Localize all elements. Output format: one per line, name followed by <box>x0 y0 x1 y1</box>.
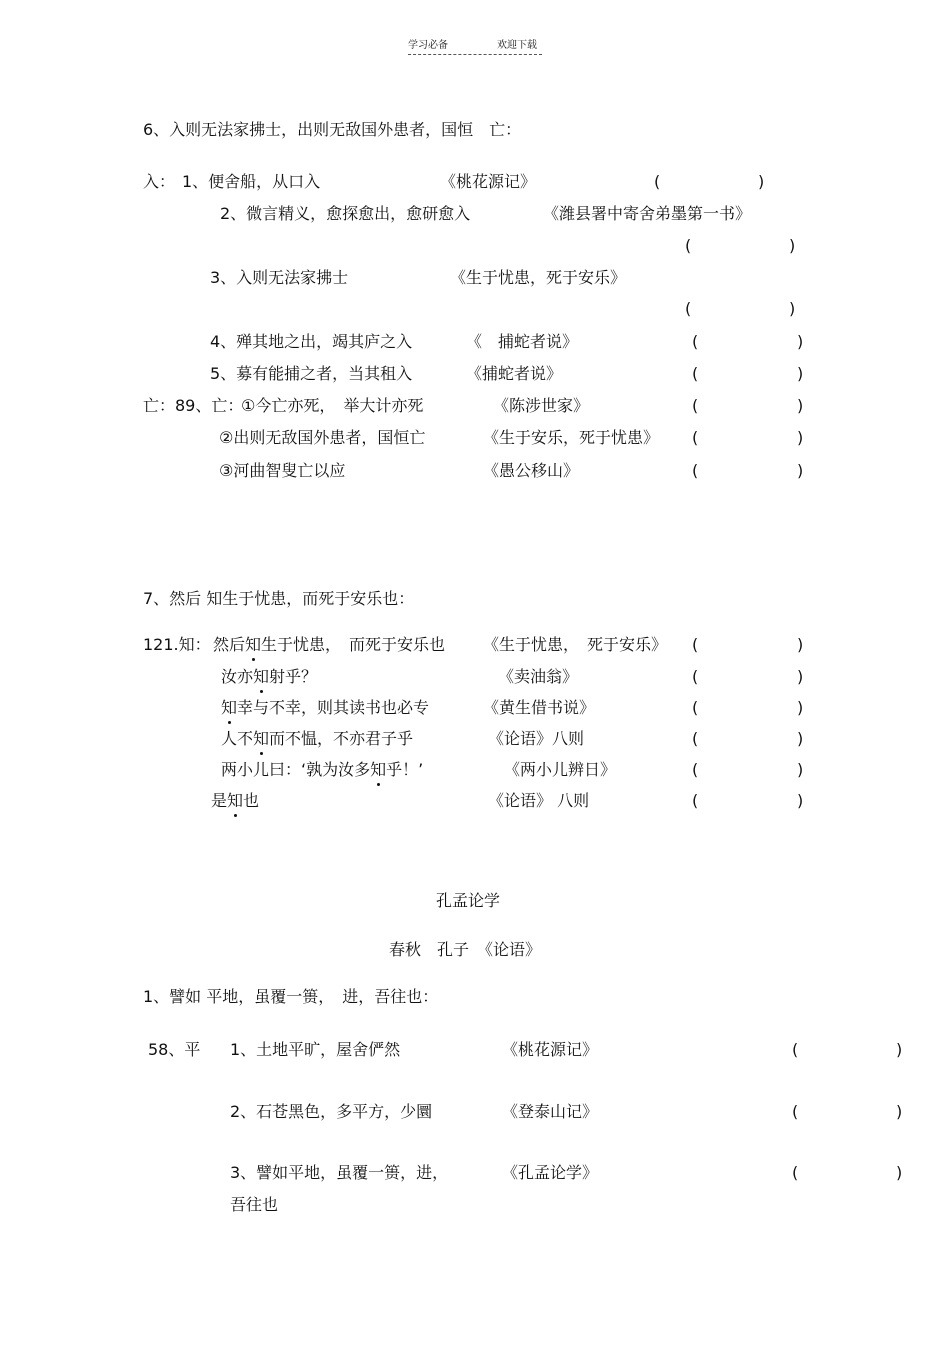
section-6-title: 6、入则无法家拂士，出则无敌国外患者，国恒 亡： <box>143 120 522 139</box>
ru-item-4-text: 4、殚其地之出，竭其庐之入 <box>210 332 413 351</box>
ping-row-3-paren-open: ( <box>792 1163 799 1182</box>
zhi-row-4-key: 知 <box>253 729 270 748</box>
wang-item-3-paren-close: ) <box>797 461 804 480</box>
ru-item-2-paren-close: ) <box>789 236 796 255</box>
zhi-row-3-key: 知 <box>221 698 238 717</box>
header-left: 学习必备 <box>408 40 448 51</box>
wang-item-3-paren-open: ( <box>692 461 699 480</box>
ru-item-5-paren-close: ) <box>797 364 804 383</box>
zhi-row-4-paren-close: ) <box>797 729 804 748</box>
ping-row-1-text: 1、土地平旷，屋舍俨然 <box>230 1040 401 1059</box>
ru-item-5-paren-open: ( <box>692 364 699 383</box>
ru-label: 入： <box>143 172 176 191</box>
wang-item-3-text: ③河曲智叟亡以应 <box>219 461 346 480</box>
wang-item-2-paren-open: ( <box>692 428 699 447</box>
wang-item-1-source: 《陈涉世家》 <box>493 396 590 415</box>
ping-row-3-paren-close: ) <box>896 1163 903 1182</box>
zhi-row-5-pre: 两小儿曰：‘孰为汝多 <box>221 760 371 779</box>
ru-item-3-text: 3、入则无法家拂士 <box>210 268 349 287</box>
ping-row-2-paren-open: ( <box>792 1102 799 1121</box>
ru-item-4-paren-open: ( <box>692 332 699 351</box>
ping-row-1-source: 《桃花源记》 <box>502 1040 599 1059</box>
wang-item-2-source: 《生于安乐，死于忧患》 <box>483 428 660 447</box>
wang-item-2-paren-close: ) <box>797 428 804 447</box>
zhi-label: 121.知： <box>143 635 211 654</box>
ping-row-1-paren-close: ) <box>896 1040 903 1059</box>
zhi-row-6-source: 《论语》 八则 <box>488 791 590 810</box>
kong-title: 孔孟论学 <box>436 891 501 910</box>
zhi-row-6-key: 知 <box>227 791 244 810</box>
zhi-row-3-source: 《黄生借书说》 <box>483 698 596 717</box>
zhi-row-4-text <box>221 729 413 749</box>
zhi-row-1-post: 生于忧患， 而死于安乐也 <box>261 635 446 654</box>
ping-row-1-paren-open: ( <box>792 1040 799 1059</box>
zhi-row-4-source: 《论语》八则 <box>488 729 585 748</box>
zhi-row-5-text <box>221 760 423 780</box>
zhi-row-1-key: 知 <box>245 635 262 654</box>
zhi-row-1-paren-close: ) <box>797 635 804 654</box>
ru-item-4-paren-close: ) <box>797 332 804 351</box>
zhi-row-6-post: 也 <box>243 791 260 810</box>
zhi-row-5-paren-close: ) <box>797 760 804 779</box>
zhi-row-2-post: 射乎？ <box>269 667 318 686</box>
ru-item-3-source: 《生于忧患，死于安乐》 <box>450 268 627 287</box>
ping-row-2-source: 《登泰山记》 <box>502 1102 599 1121</box>
zhi-row-2-text <box>221 667 317 687</box>
zhi-row-3-paren-close: ) <box>797 698 804 717</box>
wang-item-3-source: 《愚公移山》 <box>483 461 580 480</box>
zhi-row-3-paren-open: ( <box>692 698 699 717</box>
zhi-row-6-paren-open: ( <box>692 791 699 810</box>
ru-item-1-paren-close: ) <box>758 172 765 191</box>
section-7-title: 7、然后 知生于忧患，而死于安乐也： <box>143 589 415 608</box>
zhi-row-1-pre: 然后 <box>213 635 246 654</box>
ping-row-3-continuation: 吾往也 <box>230 1195 279 1214</box>
ru-item-2-text: 2、微言精义，愈探愈出，愈研愈入 <box>220 204 471 223</box>
ping-row-3-source: 《孔孟论学》 <box>502 1163 599 1182</box>
header-right: 欢迎下载 <box>497 40 537 51</box>
zhi-row-5-source: 《两小儿辨日》 <box>504 760 617 779</box>
zhi-row-1-text <box>213 635 445 655</box>
ru-item-3-paren-close: ) <box>789 299 796 318</box>
zhi-row-3-text <box>221 698 429 718</box>
zhi-row-5-post: 乎！’ <box>386 760 424 779</box>
kong-question-1: 1、譬如 平地，虽覆一篑， 进，吾往也： <box>143 987 439 1006</box>
zhi-row-6-text <box>211 791 259 811</box>
zhi-row-5-key: 知 <box>370 760 387 779</box>
zhi-row-5-paren-open: ( <box>692 760 699 779</box>
ru-item-5-text: 5、募有能捕之者，当其租入 <box>210 364 413 383</box>
wang-item-1-paren-open: ( <box>692 396 699 415</box>
ru-item-1-paren-open: ( <box>654 172 661 191</box>
zhi-row-2-paren-open: ( <box>692 667 699 686</box>
zhi-row-4-post: 而不愠，不亦君子乎 <box>269 729 414 748</box>
ru-item-5-source: 《捕蛇者说》 <box>466 364 563 383</box>
zhi-row-2-pre: 汝亦 <box>221 667 254 686</box>
ru-item-1-text: 1、便舍船，从口入 <box>182 172 321 191</box>
ping-row-2-text: 2、石苍黑色，多平方，少圜 <box>230 1102 433 1121</box>
zhi-row-1-paren-open: ( <box>692 635 699 654</box>
ru-item-3-paren-open: ( <box>685 299 692 318</box>
zhi-row-6-paren-close: ) <box>797 791 804 810</box>
wang-label: 亡：89、亡： <box>143 396 244 415</box>
ru-item-2-source: 《潍县署中寄舍弟墨第一书》 <box>543 204 752 223</box>
ping-label: 58、平 <box>148 1040 201 1059</box>
header-divider <box>408 54 542 55</box>
zhi-row-6-pre: 是 <box>211 791 228 810</box>
ping-row-2-paren-close: ) <box>896 1102 903 1121</box>
ru-item-1-source: 《桃花源记》 <box>440 172 537 191</box>
zhi-row-2-source: 《卖油翁》 <box>498 667 579 686</box>
zhi-row-4-pre: 人不 <box>221 729 254 748</box>
zhi-row-2-key: 知 <box>253 667 270 686</box>
wang-item-1-paren-close: ) <box>797 396 804 415</box>
ru-item-2-paren-open: ( <box>685 236 692 255</box>
wang-item-1-text: ①今亡亦死， 举大计亦死 <box>241 396 424 415</box>
ru-item-4-source: 《 捕蛇者说》 <box>466 332 579 351</box>
zhi-row-3-post: 幸与不幸，则其读书也必专 <box>237 698 430 717</box>
zhi-row-2-paren-close: ) <box>797 667 804 686</box>
wang-item-2-text: ②出则无敌国外患者，国恒亡 <box>219 428 426 447</box>
kong-byline: 春秋 孔子 《论语》 <box>389 940 542 959</box>
ping-row-3-text: 3、譬如平地，虽覆一篑，进， <box>230 1163 449 1182</box>
zhi-row-4-paren-open: ( <box>692 729 699 748</box>
zhi-row-1-source: 《生于忧患， 死于安乐》 <box>483 635 668 654</box>
